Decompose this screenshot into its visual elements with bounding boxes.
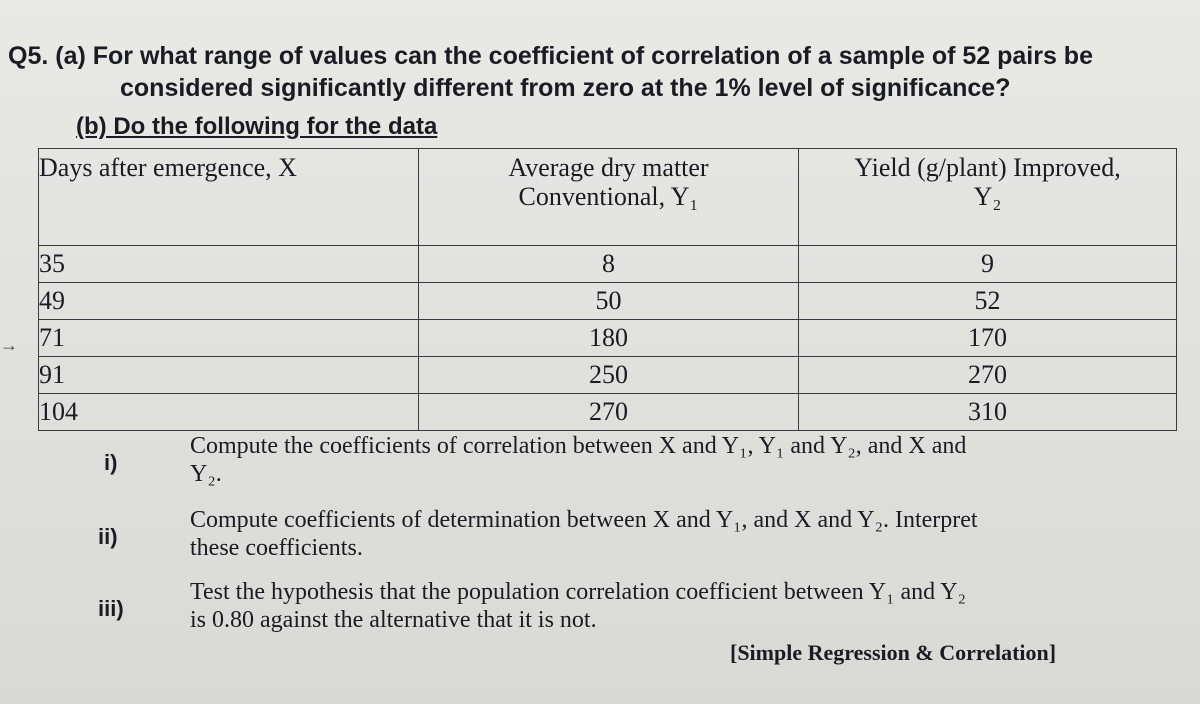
item-text-1	[190, 432, 1180, 488]
item-number-3: iii)	[98, 596, 124, 621]
cell-y2: 310	[799, 394, 1177, 431]
margin-arrow-icon: →	[0, 335, 18, 355]
question-line-2: considered significantly different from zero at the 1% level of significance?	[120, 74, 1011, 102]
table-row	[39, 394, 1177, 431]
cell-y1: 270	[419, 394, 799, 431]
item-1-line-1: Compute the coefficients of correlation between X and Y₁, Y₁ and Y₂, and X and	[190, 433, 967, 459]
cell-x: 35	[39, 246, 419, 283]
cell-y1: 50	[419, 283, 799, 320]
item-number-2: ii)	[98, 524, 118, 549]
question-part-b	[76, 113, 437, 141]
topic-footer: [Simple Regression & Correlation]	[730, 640, 1057, 665]
table-row	[39, 320, 1177, 357]
cell-y2: 9	[799, 246, 1177, 283]
part-b-label: (b) Do the following for the data	[76, 113, 438, 140]
cell-y1: 8	[419, 246, 799, 283]
table-row	[39, 246, 1177, 283]
cell-x: 49	[39, 283, 419, 320]
table-row	[39, 283, 1177, 320]
item-2-line-1: Compute coefficients of determination between X and Y₁, and X and Y₂. Interpret	[190, 507, 978, 533]
header-x: Days after emergence, X	[39, 149, 419, 246]
cell-y2: 270	[799, 357, 1177, 394]
cell-y2: 52	[799, 283, 1177, 320]
cell-y1: 250	[419, 357, 799, 394]
item-2-line-2: these coefficients.	[190, 535, 363, 561]
item-1-line-2: Y₂.	[190, 461, 222, 487]
item-text-2	[190, 506, 1180, 562]
item-number-1: i)	[104, 450, 118, 475]
table-header-row	[39, 149, 1177, 246]
header-y1: Average dry matter Conventional, Y₁	[419, 149, 799, 246]
question-line-1: Q5. (a) For what range of values can the coefficient of correlation of a sample of 52 pairs be	[8, 42, 1093, 70]
table-row	[39, 357, 1177, 394]
cell-x: 91	[39, 357, 419, 394]
header-y2: Yield (g/plant) Improved, Y₂	[799, 149, 1177, 246]
cell-y2: 170	[799, 320, 1177, 357]
item-3-line-2: is 0.80 against the alternative that it is not.	[190, 607, 597, 633]
cell-x: 71	[39, 320, 419, 357]
item-3-line-1: Test the hypothesis that the population correlation coefficient between Y₁ and Y₂	[190, 579, 966, 605]
item-text-3	[190, 578, 1180, 634]
data-table	[38, 148, 1177, 431]
cell-y1: 180	[419, 320, 799, 357]
cell-x: 104	[39, 394, 419, 431]
